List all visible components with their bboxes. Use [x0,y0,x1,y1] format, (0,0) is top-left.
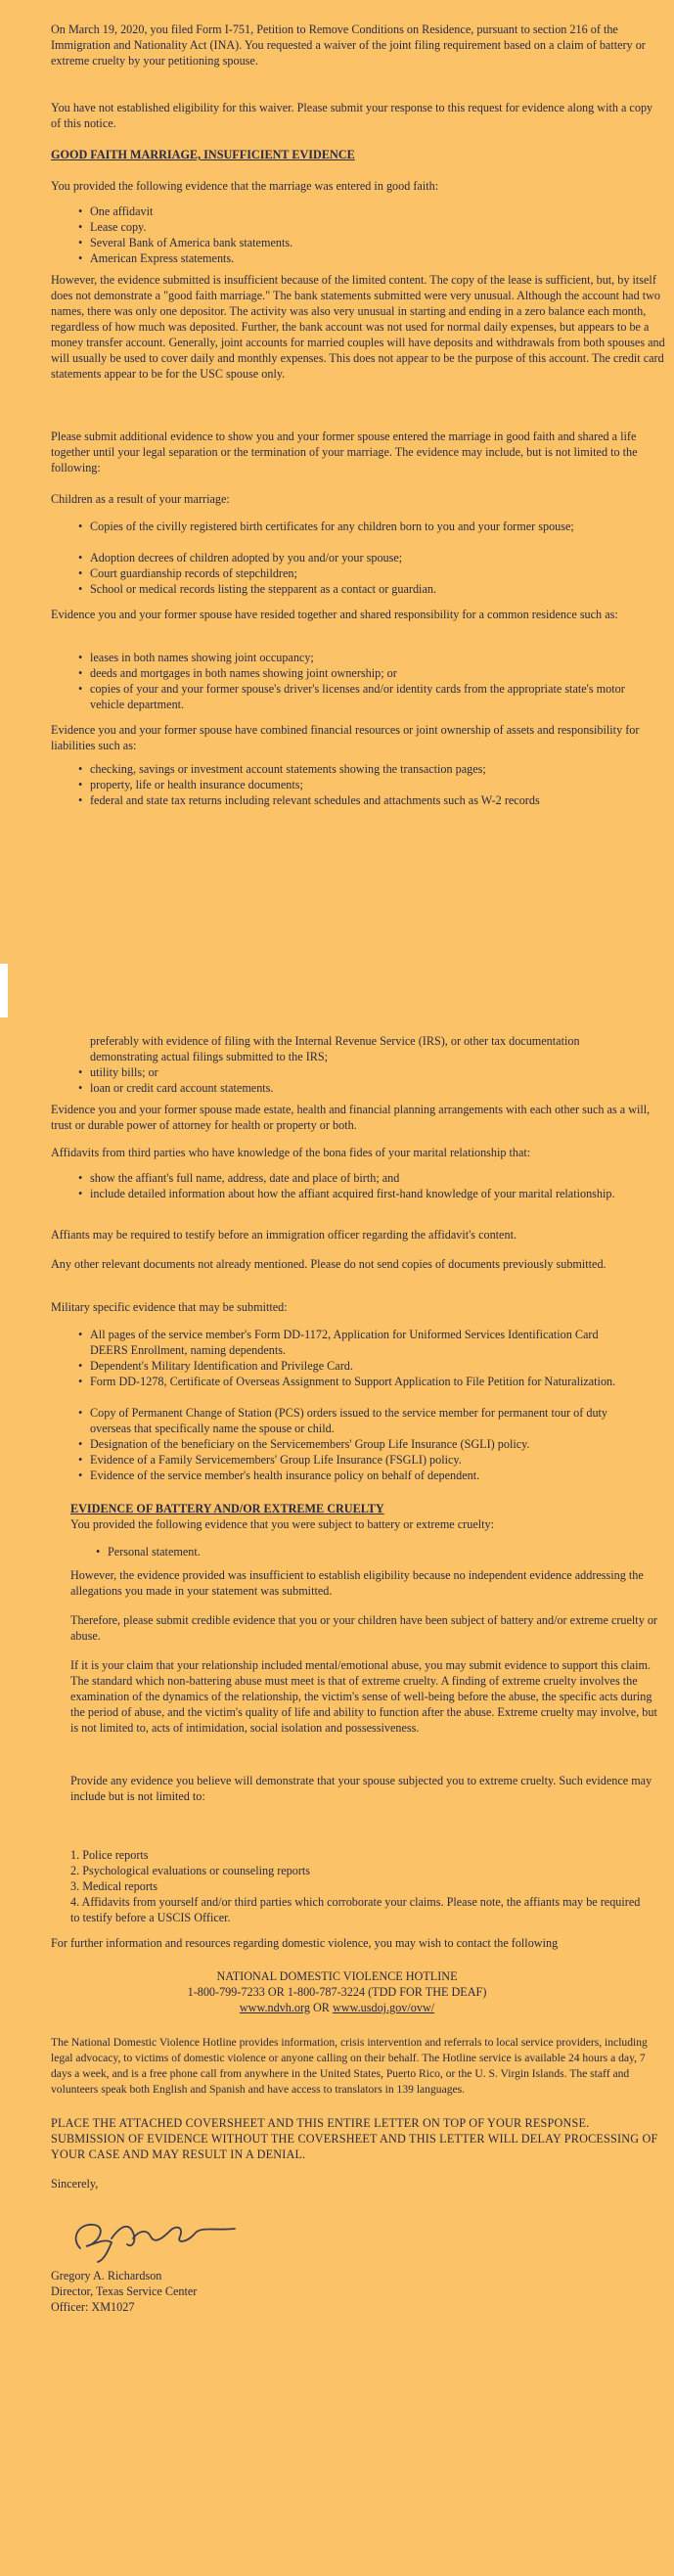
battery-mental-abuse: If it is your claim that your relationship included mental/emotional abuse, you may submit evidence to support this claim. The standard which non-battering abuse must meet is that of extreme cruelty. A finding of extreme cruelty involves the examination of the dynamics of the relationship, the victim's sense of well-being before the abuse, the specific acts during the period of abuse, and the victim's quality of life and ability to function after the abuse. Extreme cruelty may involve, but is not limited to, acts of intimidation, social isolation and possessiveness. [70,1658,657,1735]
numbered-item: 2. Psychological evaluations or counseling reports [70,1864,311,1877]
affidavits-intro: Affidavits from third parties who have knowledge of the bona fides of your marital relationship that: [51,1146,531,1159]
list-item: • Adoption decrees of children adopted by you and/or your spouse; [90,550,638,565]
ndvh-link[interactable]: www.ndvh.org [239,2001,310,2014]
intro-paragraph: On March 19, 2020, you filed Form I-751, Petition to Remove Conditions on Residence, pursuant to section 216 of the Immigration and Nationality Act (INA). You requested a waiver of the joint filing requirement based on a claim of battery or extreme cruelty by your petitioning spouse. [51,23,646,68]
officer-id: Officer: XM1027 [51,2300,135,2314]
children-intro: Children as a result of your marriage: [51,492,230,506]
sincerely: Sincerely, [51,2177,99,2191]
list-item: • Dependent's Military Identification and Privilege Card. [90,1358,638,1374]
hotline-links [0,2000,674,2015]
numbered-item: 4. Affidavits from yourself and/or third parties which corroborate your claims. Please note, the affiants may be required to testify before a USCIS Officer. [70,1895,641,1924]
hotline-phone: 1-800-799-7233 OR 1-800-787-3224 (TDD FOR THE DEAF) [187,1985,487,1999]
usdoj-link[interactable]: www.usdoj.gov/ovw/ [332,2001,435,2014]
list-item: • Lease copy. [90,219,146,235]
list-item: • leases in both names showing joint occupancy; [90,650,638,665]
numbered-item: 3. Medical reports [70,1879,158,1893]
list-item: • All pages of the service member's Form DD-1172, Application for Uniformed Services Identification Card DEERS Enrollment, naming dependents. [90,1327,638,1358]
financial-continuation: preferably with evidence of filing with the Internal Revenue Service (IRS), or other tax documentation demonstrating actual filings submitted to the IRS; [90,1034,580,1063]
numbered-item: 1. Police reports [70,1848,149,1862]
resources-intro: For further information and resources regarding domestic violence, you may wish to contact the following [51,1936,559,1950]
estate-paragraph: Evidence you and your former spouse made estate, health and financial planning arrangements with each other such as a will, trust or durable power of attorney for health or property or both. [51,1103,651,1132]
affiants-testify: Affiants may be required to testify before an immigration officer regarding the affidavit's content. [51,1228,517,1242]
good-faith-provided: You provided the following evidence that the marriage was entered in good faith: [51,179,439,193]
list-item: • Designation of the beneficiary on the Servicemembers' Group Life Insurance (SGLI) policy. [90,1436,638,1452]
list-item: • Personal statement. [108,1544,201,1559]
list-item: • Copies of the civilly registered birth certificates for any children born to you and your former spouse; [90,519,638,534]
list-item: • Form DD-1278, Certificate of Overseas Assignment to Support Application to File Petition for Naturalization. [90,1374,638,1389]
signer-title: Director, Texas Service Center [51,2284,198,2298]
coversheet-warning: PLACE THE ATTACHED COVERSHEET AND THIS ENTIRE LETTER ON TOP OF YOUR RESPONSE. SUBMISSION OF EVIDENCE WITHOUT THE COVERSHEET AND THIS LETTER WILL DELAY PROCESSING OF YOUR CASE AND MAY RESULT IN A DENIAL. [51,2116,658,2161]
military-intro: Military specific evidence that may be submitted: [51,1300,288,1314]
hotline-description: The National Domestic Violence Hotline provides information, crisis intervention and referrals to local service providers, including legal advocacy, to victims of domestic violence or anyone calling on their behalf. The Hotline service is available 24 hours a day, 7 days a week, and is a free phone call from anywhere in the United States, Puerto Rico, or the U. S. Virgin Islands. The staff and volunteers speak both English and Spanish and have access to translators in 139 languages. [51,2036,648,2096]
good-faith-heading: GOOD FAITH MARRIAGE, INSUFFICIENT EVIDENCE [51,148,355,161]
signature-image [68,2209,254,2268]
good-faith-however: However, the evidence submitted is insufficient because of the limited content. The copy of the lease is sufficient, but, by itself does not demonstrate a "good faith marriage." The bank statements submitted were very unusual. Although the account had two names, there was only one depositor. The activity was also very unusual in starting and ending in a zero balance each month, regardless of how much was deposited. Further, the bank account was not used for normal daily expenses, but appears to be a money transfer account. Generally, joint accounts for married couples will have deposits and withdrawals from both spouses and will usually be used to cover daily and monthly expenses. This does not appear to be the purpose of this account. The credit card statements appear to be for the USC spouse only. [51,273,665,381]
list-item: • Evidence of a Family Servicemembers' Group Life Insurance (FSGLI) policy. [90,1452,638,1468]
list-item: • Copy of Permanent Change of Station (PCS) orders issued to the service member for permanent tour of duty overseas that specifically name the spouse or child. [90,1405,638,1436]
battery-therefore: Therefore, please submit credible evidence that you or your children have been subject of battery and/or extreme cruelty or abuse. [70,1613,657,1643]
battery-however: However, the evidence provided was insufficient to establish eligibility because no independent evidence addressing the allegations you made in your statement was submitted. [70,1568,644,1598]
scan-edge-gap [0,964,8,1017]
hotline-title: NATIONAL DOMESTIC VIOLENCE HOTLINE [216,1969,458,1983]
financial-intro: Evidence you and your former spouse have combined financial resources or joint ownership of assets and responsibility for liabilities such as: [51,723,640,752]
list-item: • Court guardianship records of stepchildren; [90,565,638,581]
battery-heading: EVIDENCE OF BATTERY AND/OR EXTREME CRUELTY [70,1502,384,1515]
list-item: • Evidence of the service member's health insurance policy on behalf of dependent. [90,1468,638,1483]
list-item: • utility bills; or [90,1064,158,1080]
not-established-paragraph: You have not established eligibility for this waiver. Please submit your response to this request for evidence along with a copy of this notice. [51,101,653,130]
list-item: • checking, savings or investment account statements showing the transaction pages; [90,761,657,777]
list-item: • School or medical records listing the stepparent as a contact or guardian. [90,581,638,597]
list-item: • federal and state tax returns including relevant schedules and attachments such as W-2 records [90,792,657,808]
battery-provide-evidence: Provide any evidence you believe will demonstrate that your spouse subjected you to extreme cruelty. Such evidence may include but is not limited to: [70,1774,652,1803]
list-item: • include detailed information about how the affiant acquired first-hand knowledge of your marital relationship. [90,1186,638,1201]
submit-additional-evidence: Please submit additional evidence to show you and your former spouse entered the marriage in good faith and shared a life together until your legal separation or the termination of your marriage. The evidence may include, but is not limited to the following: [51,429,638,475]
list-item: • property, life or health insurance documents; [90,777,657,792]
or-text: OR [313,2001,330,2014]
signer-name: Gregory A. Richardson [51,2269,162,2282]
list-item: • Several Bank of America bank statements. [90,235,292,250]
list-item: • deeds and mortgages in both names showing joint ownership; or [90,665,638,681]
list-item: • One affidavit [90,203,153,219]
battery-provided: You provided the following evidence that you were subject to battery or extreme cruelty: [70,1517,494,1531]
list-item: • loan or credit card account statements. [90,1080,273,1096]
list-item: • copies of your and your former spouse's driver's licenses and/or identity cards from the appropriate state's motor vehicle department. [90,681,638,712]
list-item: • American Express statements. [90,250,234,266]
resided-intro: Evidence you and your former spouse have resided together and shared responsibility for a common residence such as: [51,608,618,621]
list-item: • show the affiant's full name, address, date and place of birth; and [90,1170,638,1186]
other-documents: Any other relevant documents not already mentioned. Please do not send copies of documents previously submitted. [51,1257,607,1271]
